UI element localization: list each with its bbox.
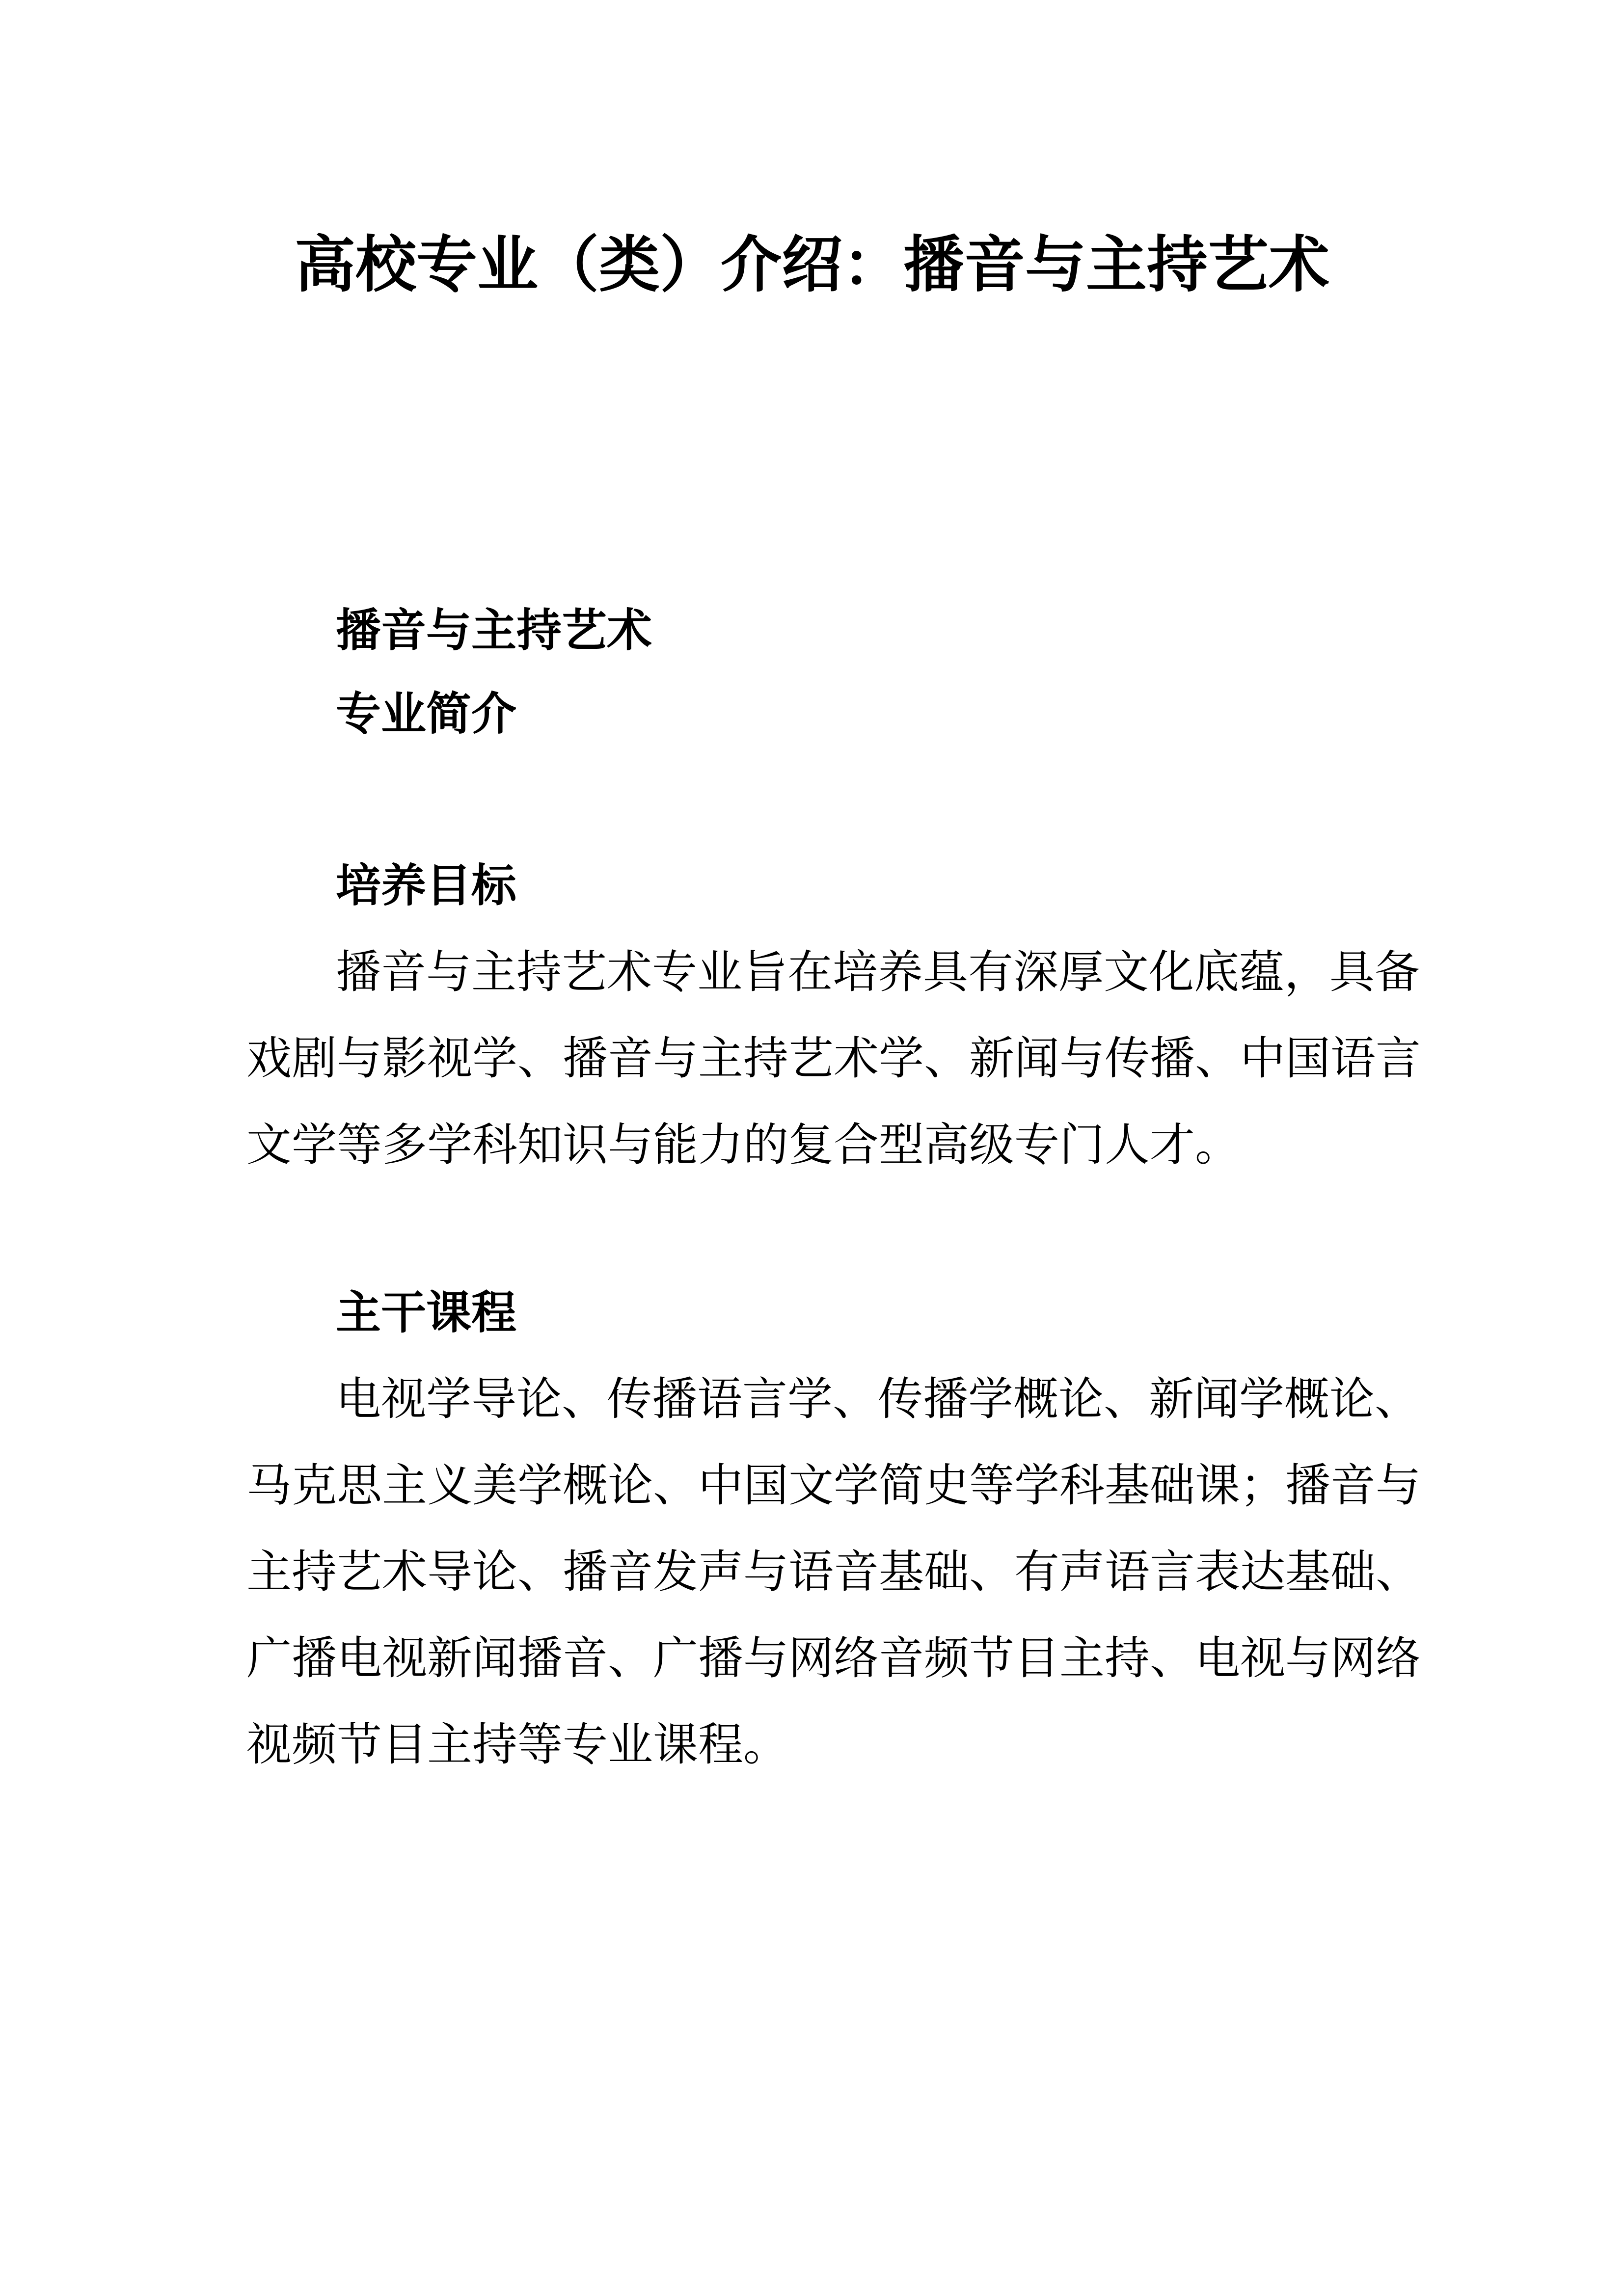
section-heading-goals: 培养目标	[336, 859, 517, 912]
paragraph-line: 马克思主义美学概论、中国文学简史等学科基础课；播音与	[246, 1459, 1421, 1512]
paragraph-line: 主持艺术导论、播音发声与语音基础、有声语言表达基础、	[246, 1546, 1421, 1598]
paragraph-line: 文学等多学科知识与能力的复合型高级专门人才。	[246, 1119, 1241, 1171]
major-name-heading: 播音与主持艺术	[336, 604, 652, 657]
section-heading-courses: 主干课程	[336, 1286, 517, 1339]
section-body-goals	[246, 929, 1421, 1188]
intro-heading: 专业简介	[336, 688, 517, 740]
page-title: 高校专业（类）介绍：播音与主持艺术	[294, 230, 1329, 300]
paragraph-line: 电视学导论、传播语言学、传播学概论、新闻学概论、	[336, 1373, 1420, 1425]
paragraph-line: 视频节目主持等专业课程。	[246, 1718, 789, 1771]
paragraph-line: 播音与主持艺术专业旨在培养具有深厚文化底蕴，具备	[336, 946, 1420, 998]
paragraph-line: 广播电视新闻播音、广播与网络音频节目主持、电视与网络	[246, 1632, 1421, 1684]
paragraph-line: 戏剧与影视学、播音与主持艺术学、新闻与传播、中国语言	[246, 1032, 1421, 1085]
section-body-courses	[246, 1356, 1421, 1788]
